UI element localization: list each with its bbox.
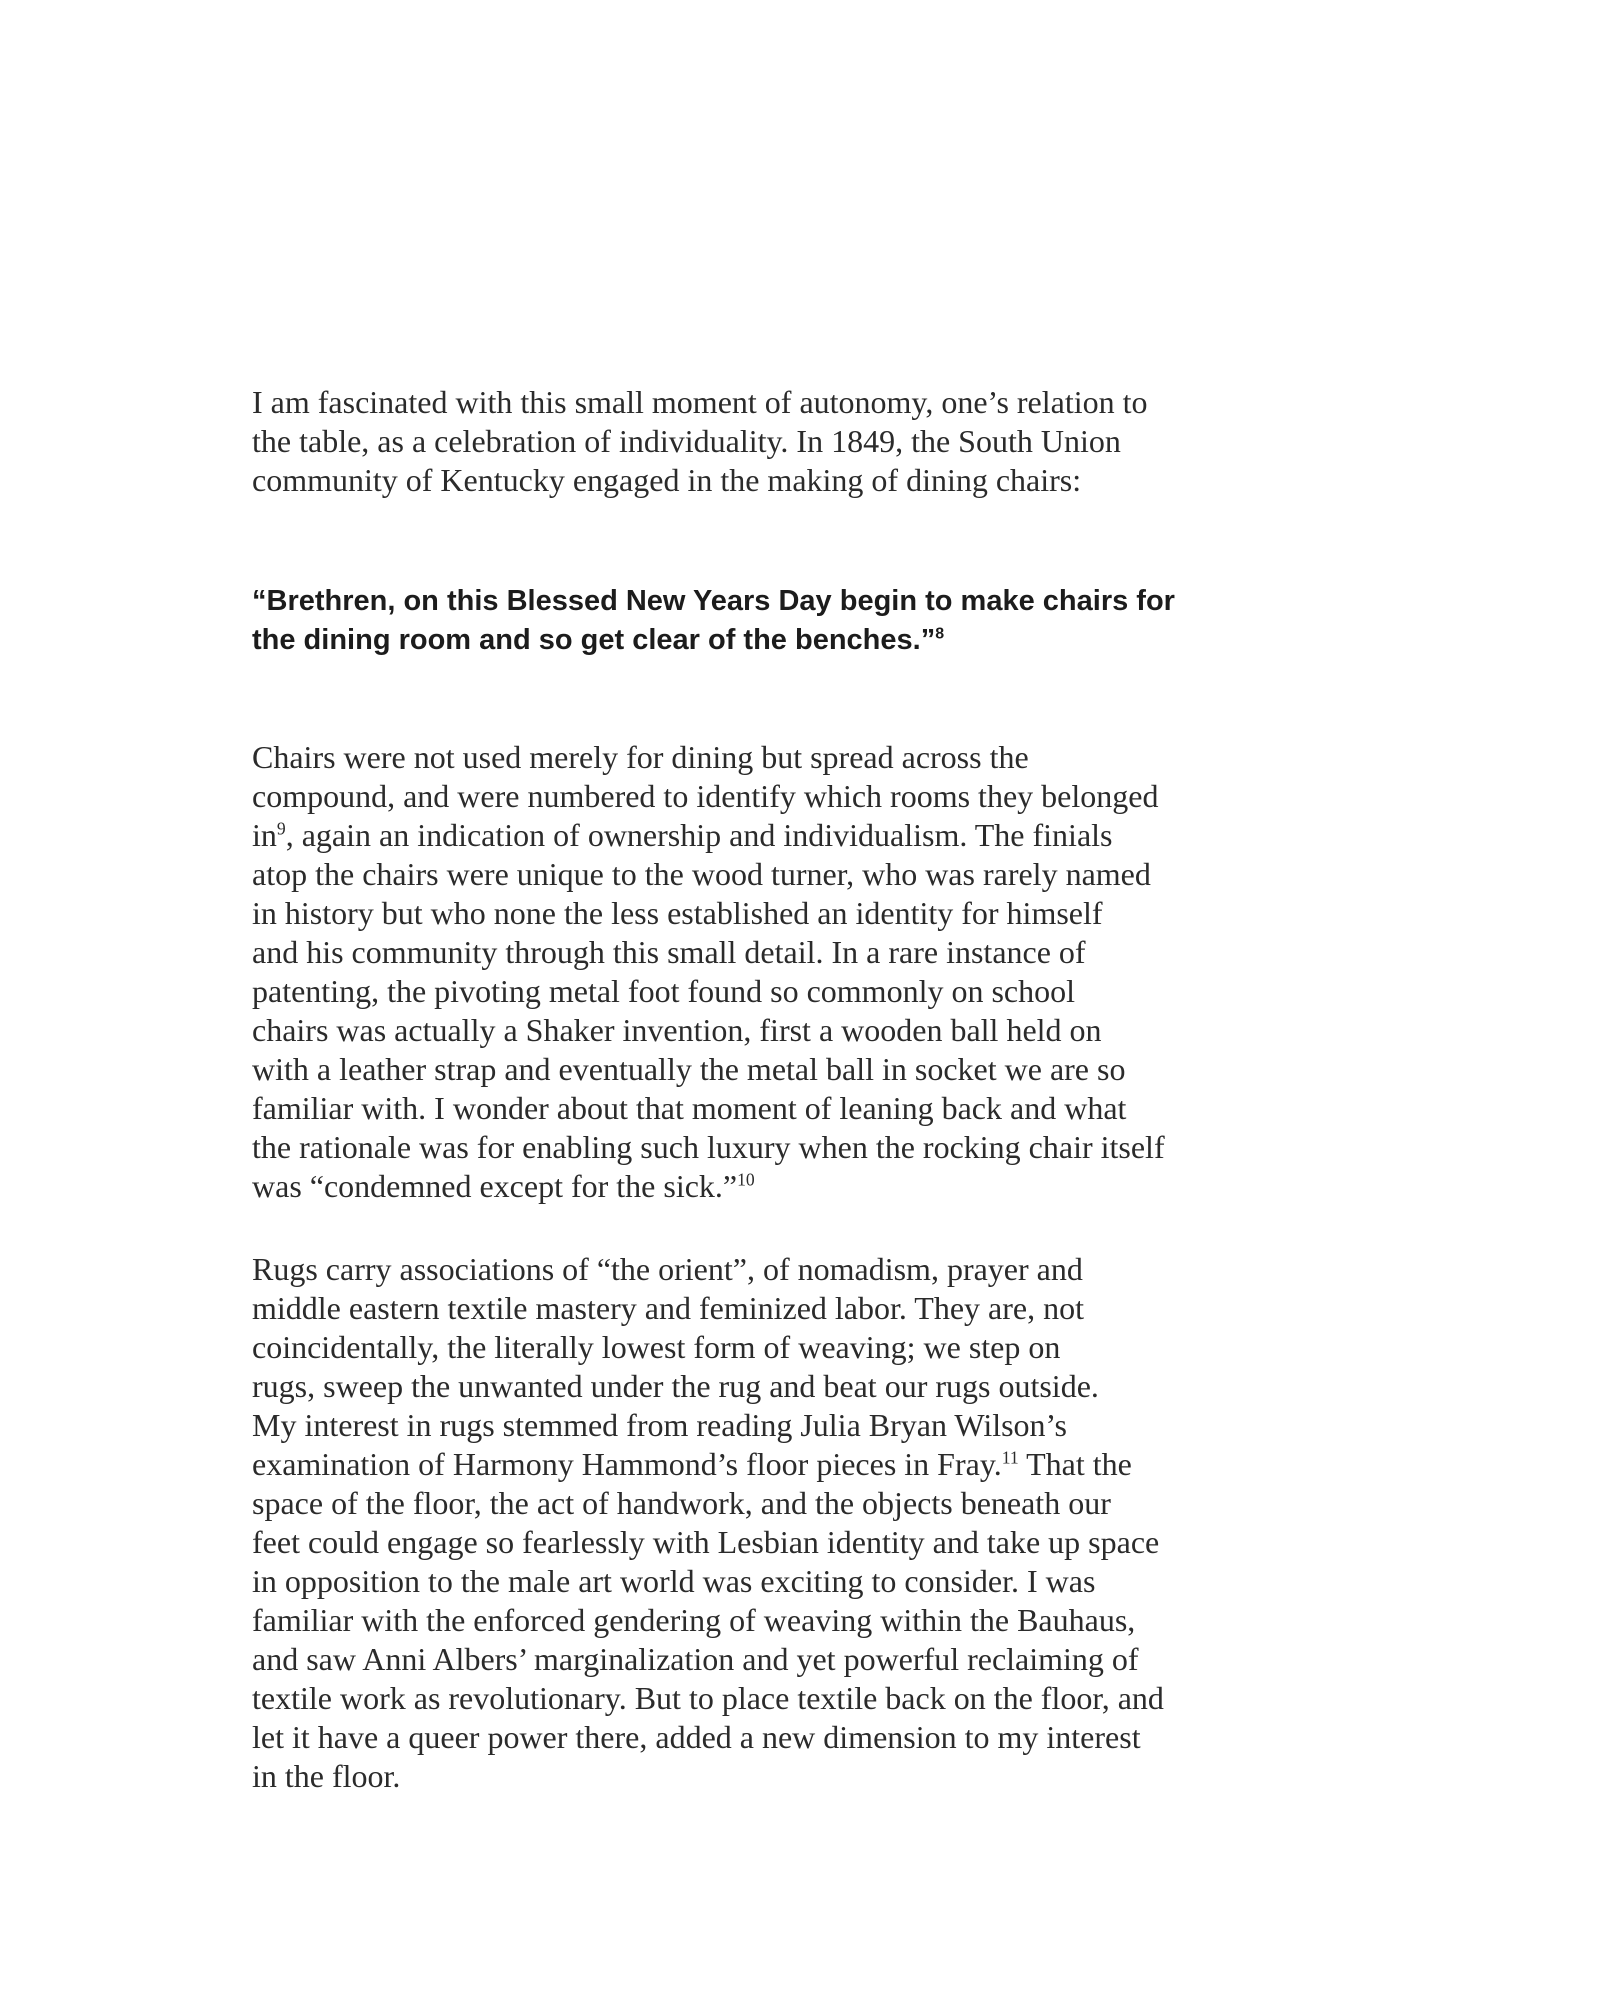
text-line: My interest in rugs stemmed from reading Julia Bryan Wilson’s bbox=[252, 1407, 1067, 1443]
paragraph-chairs bbox=[252, 738, 1252, 1206]
text-line: the rationale was for enabling such luxury when the rocking chair itself bbox=[252, 1129, 1165, 1165]
text-line: in opposition to the male art world was exciting to consider. I was bbox=[252, 1563, 1096, 1599]
text-line: compound, and were numbered to identify which rooms they belonged bbox=[252, 778, 1159, 814]
text-line: middle eastern textile mastery and feminized labor. They are, not bbox=[252, 1290, 1084, 1326]
paragraph-rugs bbox=[252, 1250, 1252, 1796]
text-line: in history but who none the less established an identity for himself bbox=[252, 895, 1103, 931]
text-line: Chairs were not used merely for dining but spread across the bbox=[252, 739, 1029, 775]
text-line bbox=[252, 1167, 1252, 1206]
text-line: feet could engage so fearlessly with Lesbian identity and take up space bbox=[252, 1524, 1160, 1560]
footnote-marker: 11 bbox=[1001, 1447, 1019, 1468]
footnote-marker: 8 bbox=[935, 625, 945, 643]
text-fragment: , again an indication of ownership and individualism. The finials bbox=[285, 817, 1113, 853]
paragraph-intro bbox=[252, 383, 1252, 500]
quote-line: “Brethren, on this Blessed New Years Day begin to make chairs for bbox=[252, 585, 1175, 617]
block-quote bbox=[252, 582, 1252, 660]
text-fragment: in bbox=[252, 817, 277, 853]
text-line: space of the floor, the act of handwork, and the objects beneath our bbox=[252, 1485, 1111, 1521]
text-line: familiar with the enforced gendering of weaving within the Bauhaus, bbox=[252, 1602, 1136, 1638]
text-fragment: That the bbox=[1018, 1446, 1132, 1482]
text-line: rugs, sweep the unwanted under the rug and beat our rugs outside. bbox=[252, 1368, 1099, 1404]
text-line: patenting, the pivoting metal foot found so commonly on school bbox=[252, 973, 1075, 1009]
text-line: atop the chairs were unique to the wood turner, who was rarely named bbox=[252, 856, 1151, 892]
text-line: the table, as a celebration of individuality. In 1849, the South Union bbox=[252, 423, 1121, 459]
text-line: familiar with. I wonder about that moment of leaning back and what bbox=[252, 1090, 1127, 1126]
text-line: Rugs carry associations of “the orient”, of nomadism, prayer and bbox=[252, 1251, 1083, 1287]
quote-line bbox=[252, 621, 1252, 660]
text-line: with a leather strap and eventually the metal ball in socket we are so bbox=[252, 1051, 1126, 1087]
text-line: I am fascinated with this small moment of autonomy, one’s relation to bbox=[252, 384, 1148, 420]
text-line: and saw Anni Albers’ marginalization and yet powerful reclaiming of bbox=[252, 1641, 1139, 1677]
text-fragment: was “condemned except for the sick.” bbox=[252, 1168, 738, 1204]
text-line: community of Kentucky engaged in the making of dining chairs: bbox=[252, 462, 1082, 498]
footnote-marker: 9 bbox=[276, 818, 286, 839]
text-line: chairs was actually a Shaker invention, first a wooden ball held on bbox=[252, 1012, 1102, 1048]
footnote-marker: 10 bbox=[737, 1169, 755, 1190]
text-line bbox=[252, 816, 1252, 855]
text-line: and his community through this small detail. In a rare instance of bbox=[252, 934, 1086, 970]
text-line: let it have a queer power there, added a new dimension to my interest bbox=[252, 1719, 1141, 1755]
text-line: in the floor. bbox=[252, 1758, 401, 1794]
text-line bbox=[252, 1445, 1252, 1484]
text-line: textile work as revolutionary. But to place textile back on the floor, and bbox=[252, 1680, 1164, 1716]
text-fragment: examination of Harmony Hammond’s floor pieces in Fray. bbox=[252, 1446, 1002, 1482]
text-line: coincidentally, the literally lowest form of weaving; we step on bbox=[252, 1329, 1061, 1365]
quote-line-text: the dining room and so get clear of the benches.” bbox=[252, 624, 936, 656]
